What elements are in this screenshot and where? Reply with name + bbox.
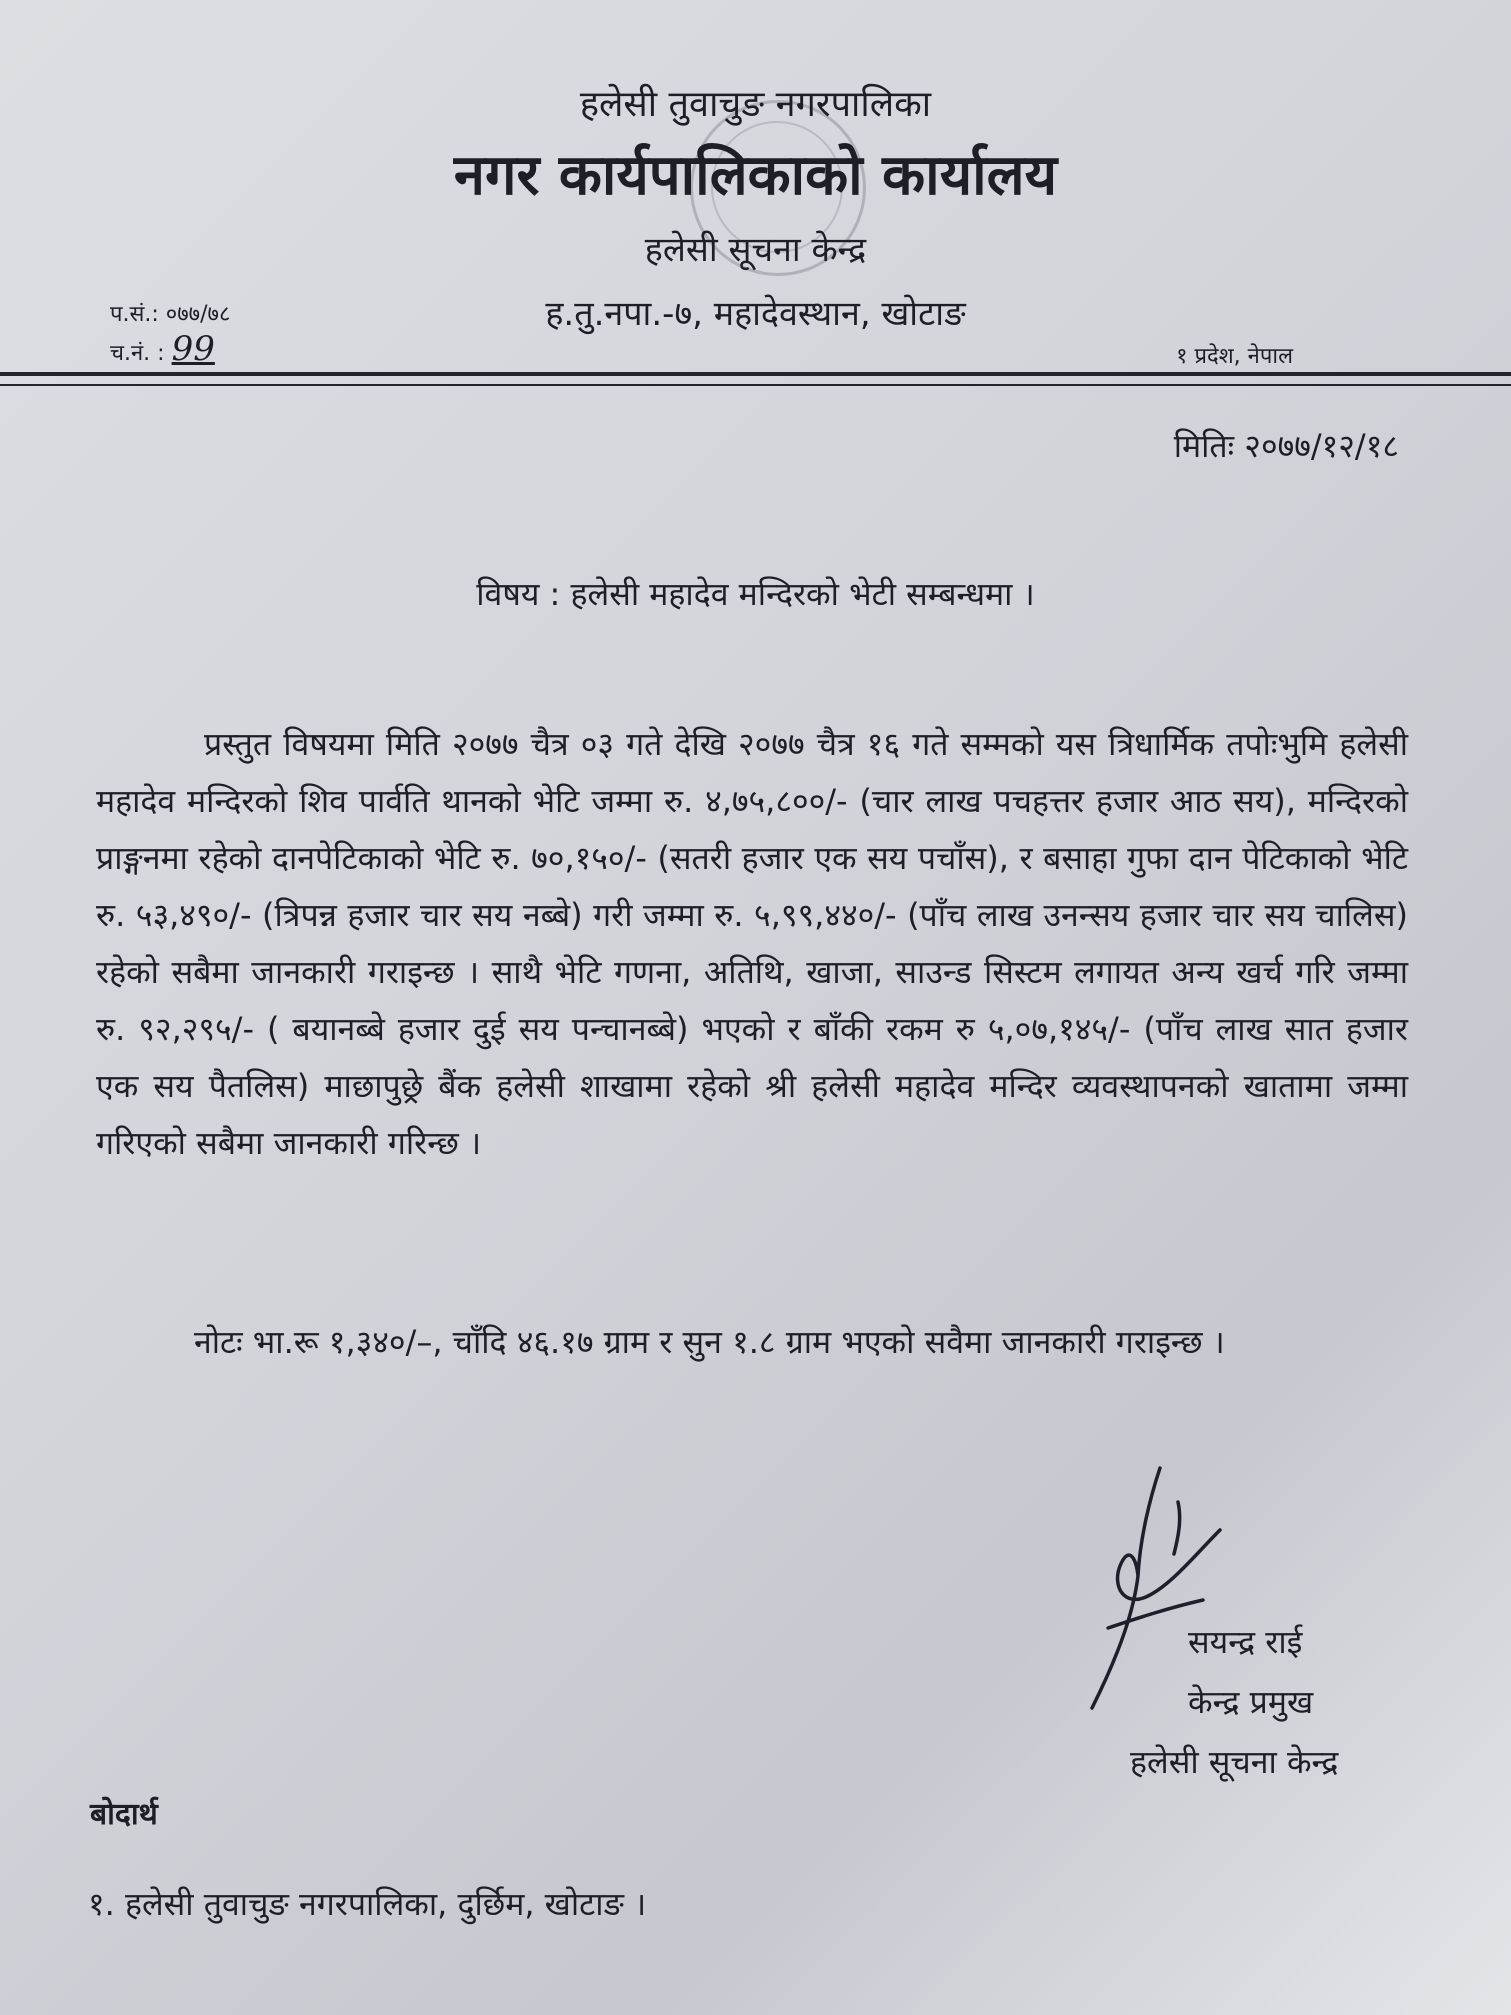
cc-heading: बोदार्थ — [90, 1797, 158, 1832]
signatory-office: हलेसी सूचना केन्द्र — [1130, 1743, 1339, 1781]
reference-chn-value: 99 — [171, 329, 215, 369]
reference-chn-line — [110, 329, 230, 371]
reference-ps-line — [110, 298, 230, 332]
letter-date: मितिः २०७७/१२/१८ — [1173, 427, 1399, 465]
reference-chn-label: च.नं. — [110, 341, 151, 366]
signatory-name: सयन्द्र राई — [1188, 1623, 1303, 1661]
reference-ps-value: ०७७/७८ — [165, 302, 231, 327]
reference-ps-label: प.सं. — [110, 302, 152, 327]
province-label: १ प्रदेश, नेपाल — [1176, 344, 1293, 369]
reference-block — [110, 298, 230, 371]
signatory-block — [1130, 1612, 1338, 1792]
reference-chn-separator: : — [150, 341, 172, 366]
signatory-title: केन्द्र प्रमुख — [1188, 1683, 1314, 1721]
letter-body: प्रस्तुत विषयमा मिति २०७७ चैत्र ०३ गते देखि २०७७ चैत्र १६ गते सम्मको यस त्रिधार्मिक तपोःभुमि हलेसी महादेव मन्दिरको शिव पार्वति थानको भेटि जम्मा रु. ४,७५,८००/- (चार लाख पचहत्तर हजार आठ सय), मन्दिरको प्राङ्गनमा रहेको दानपेटिकाको भेटि रु. ७०,१५०/- (सतरी हजार एक सय पचाँस), र बसाहा गुफा दान पेटिकाको भेटि रु. ५३,४९०/- (त्रिपन्न हजार चार सय नब्बे) गरी जम्मा रु. ५,९९,४४०/- (पाँच लाख उनन्सय हजार चार सय चालिस) रहेको सबैमा जानकारी गराइन्छ । साथै भेटि गणना, अतिथि, खाजा, साउन्ड सिस्टम लगायत अन्य खर्च गरि जम्मा रु. ९२,२९५/- ( बयानब्बे हजार दुई सय पन्चानब्बे) भएको र बाँकी रकम रु ५,०७,१४५/- (पाँच लाख सात हजार एक सय पैतलिस) माछापुछ्रे बैंक हलेसी शाखामा रहेको श्री हलेसी महादेव मन्दिर व्यवस्थापनको खातामा जम्मा गरिएको सबैमा जानकारी गरिन्छ । — [96, 725, 1408, 1162]
letterhead-municipality: हलेसी तुवाचुङ नगरपालिका — [579, 84, 932, 125]
letterhead-divider-thin — [0, 384, 1511, 386]
cc-item: १. हलेसी तुवाचुङ नगरपालिका, दुर्छिम, खोटाङ । — [88, 1885, 647, 1923]
letterhead-address: ह.तु.नपा.-७, महादेवस्थान, खोटाङ — [545, 294, 966, 334]
reference-ps-separator: : — [151, 302, 166, 327]
letterhead-center: हलेसी सूचना केन्द्र — [644, 230, 867, 270]
letter-subject: विषय : हलेसी महादेव मन्दिरको भेटी सम्बन्धमा । — [476, 575, 1035, 613]
letterhead-office: नगर कार्यपालिकाको कार्यालय — [453, 143, 1058, 208]
letterhead-divider-thick — [0, 372, 1511, 376]
letterhead — [0, 70, 1511, 335]
letter-note: नोटः भा.रू १,३४०/–, चाँदि ४६.१७ ग्राम र सुन १.८ ग्राम भएको सवैमा जानकारी गराइन्छ । — [194, 1323, 1225, 1361]
